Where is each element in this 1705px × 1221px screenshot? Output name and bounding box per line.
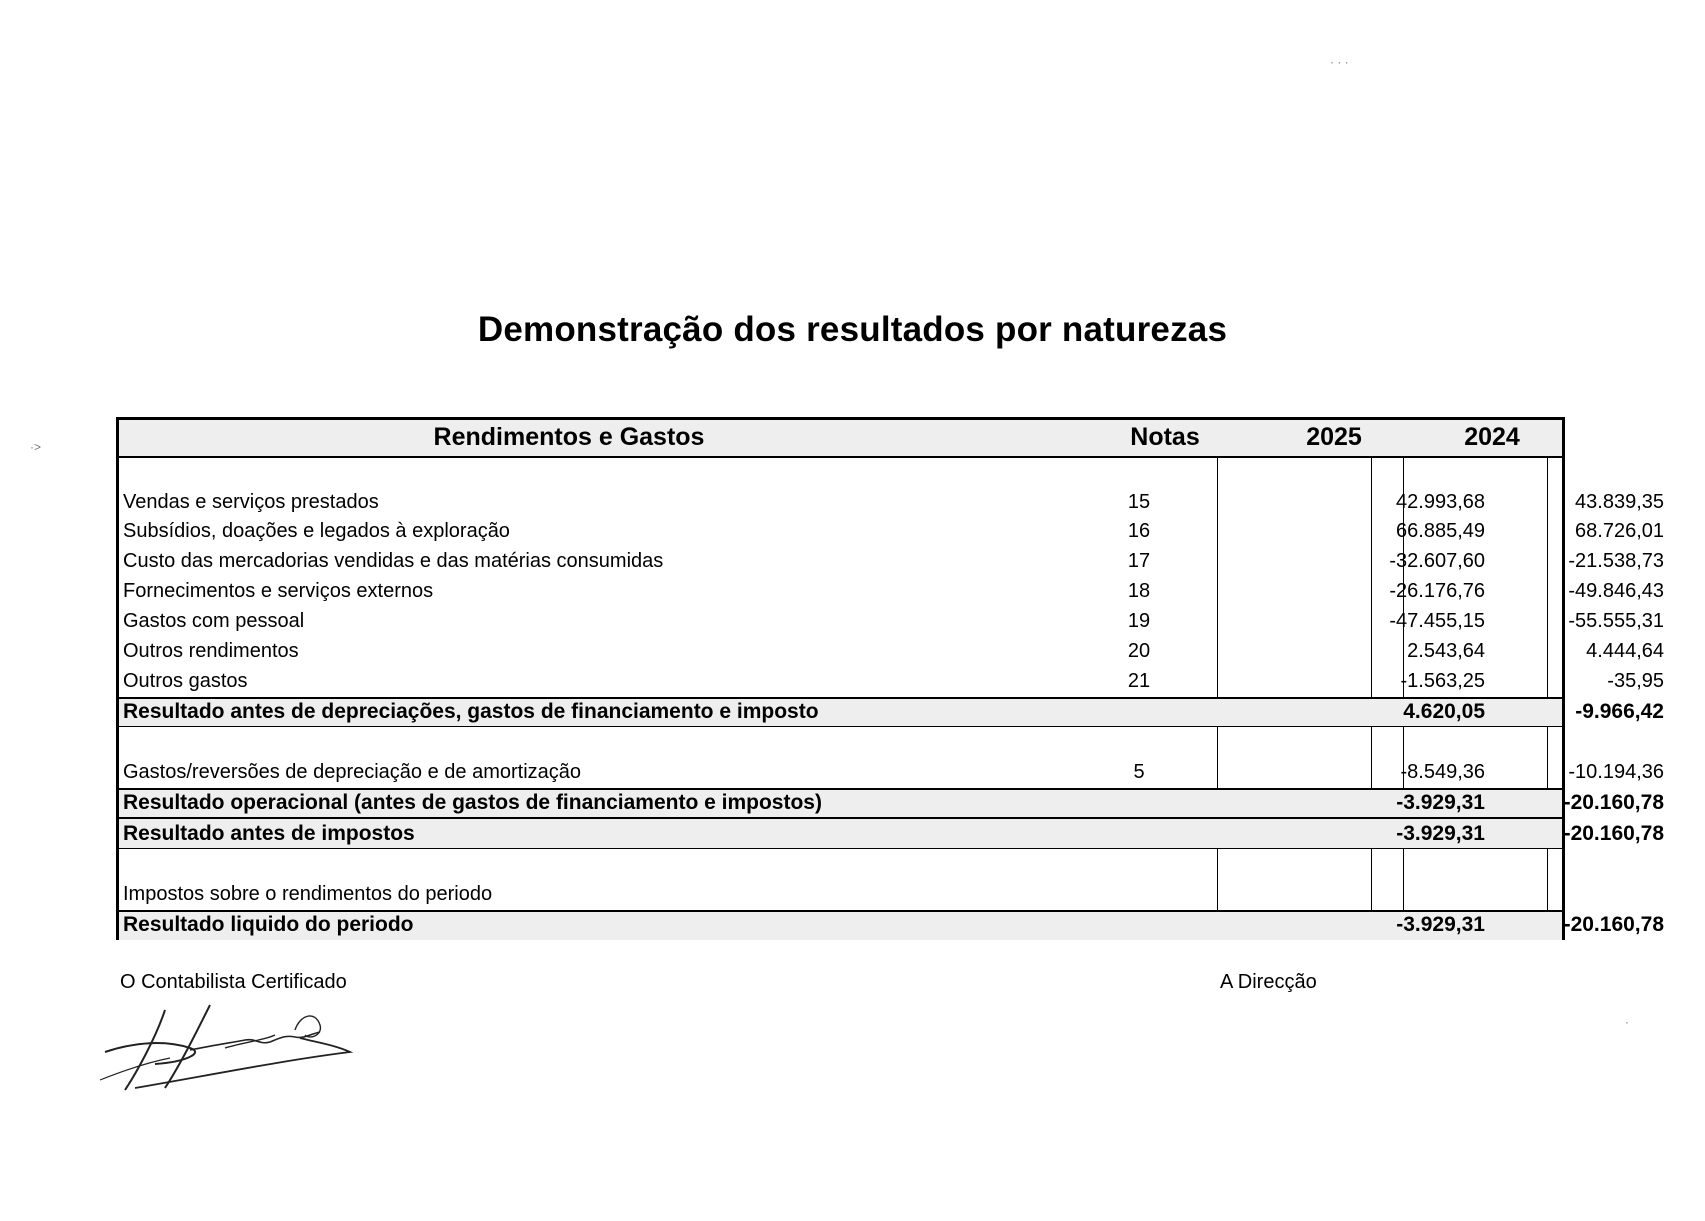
handwritten-signature [95,990,365,1100]
row-value-2025: 42.993,68 [1396,491,1485,513]
header-label: Rendimentos e Gastos [433,423,705,451]
row-label: Outros rendimentos [123,640,299,662]
ebitda-label: Resultado antes de depreciações, gastos de financiamento e imposto [123,700,819,723]
depreciation-value-2025: -8.549,36 [1400,761,1485,783]
scan-speck: ·> [30,440,42,454]
pretax-label: Resultado antes de impostos [123,822,415,845]
pretax-value-2024: -20.160,78 [1563,822,1664,845]
row-label: Fornecimentos e serviços externos [123,580,434,602]
row-value-2025: -1.563,25 [1400,670,1485,692]
net-result-label: Resultado liquido do periodo [123,913,414,936]
depreciation-note: 5 [1133,761,1145,783]
income-statement-table [116,417,1664,940]
row-value-2024: 43.839,35 [1575,491,1664,513]
row-value-2024: 4.444,64 [1586,640,1664,662]
operating-label: Resultado operacional (antes de gastos de financiamento e impostos) [123,791,822,814]
row-value-2025: -26.176,76 [1389,580,1485,602]
row-value-2025: -32.607,60 [1389,550,1485,572]
row-label: Gastos com pessoal [123,610,305,632]
row-value-2025: 2.543,64 [1407,640,1485,662]
net-result-value-2024: -20.160,78 [1563,913,1664,936]
row-note: 20 [1127,640,1151,662]
operating-value-2024: -20.160,78 [1563,791,1664,814]
header-notes: Notas [1130,423,1200,451]
row-note: 15 [1127,491,1151,513]
scan-speck: · · · [1330,55,1349,69]
document-title: Demonstração dos resultados por naturezas [477,310,1228,349]
net-result-value-2025: -3.929,31 [1396,913,1485,936]
header-year-2025: 2025 [1306,423,1362,451]
row-label: Vendas e serviços prestados [123,491,379,513]
row-value-2025: 66.885,49 [1396,520,1485,542]
row-value-2024: -49.846,43 [1568,580,1664,602]
taxes-label: Impostos sobre o rendimentos do periodo [123,883,493,905]
row-value-2024: -35,95 [1607,670,1664,692]
depreciation-value-2024: -10.194,36 [1568,761,1664,783]
operating-value-2025: -3.929,31 [1396,791,1485,814]
row-value-2024: -21.538,73 [1568,550,1664,572]
depreciation-label: Gastos/reversões de depreciação e de amortização [123,761,582,783]
header-year-2024: 2024 [1464,423,1520,451]
accountant-signature-label: O Contabilista Certificado [120,971,347,993]
row-value-2025: -47.455,15 [1389,610,1485,632]
row-note: 21 [1127,670,1151,692]
pretax-value-2025: -3.929,31 [1396,822,1485,845]
row-note: 19 [1127,610,1151,632]
row-note: 16 [1127,520,1151,542]
row-note: 18 [1127,580,1151,602]
management-signature-label: A Direcção [1220,971,1317,993]
scan-speck: · [1625,1015,1629,1029]
ebitda-value-2024: -9.966,42 [1575,700,1664,723]
row-label: Outros gastos [123,670,248,692]
ebitda-value-2025: 4.620,05 [1403,700,1485,723]
row-note: 17 [1127,550,1151,572]
row-label: Subsídios, doações e legados à exploração [123,520,510,542]
row-label: Custo das mercadorias vendidas e das matérias consumidas [123,550,664,572]
row-value-2024: -55.555,31 [1568,610,1664,632]
row-value-2024: 68.726,01 [1575,520,1664,542]
